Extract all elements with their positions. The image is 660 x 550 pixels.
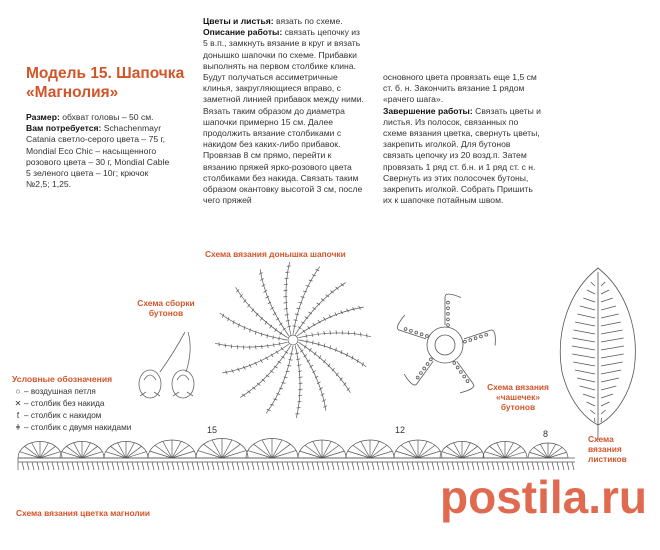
- bud-assembly-caption-line2: бутонов: [148, 308, 184, 318]
- flowers-text: вязать по схеме.: [273, 16, 343, 26]
- leaf-scheme-caption-line3: листиков: [588, 454, 627, 464]
- needed-text: Schachenmayr Catania светло-серого цвета – 75 г, Mondial Eco Chic – насыщенного розового цвета – 30 г, Mondial Cable 5 зеленого цвета – 10г; крючок №2,5; 1,25.: [26, 123, 170, 190]
- crown-scheme-caption: Схема вязания донышка шапочки: [205, 249, 346, 259]
- postila-watermark: postila.ru: [440, 471, 648, 523]
- work-text: связать цепочку из 5 в.п., замкнуть вязание в круг и вязать донышко шапочки по схеме. Прибавки выполнять на первом столбике клина. Будут получаться ассиметричные клинья, закругляющиеся вправо, с заметной линией прибавок между ними. Вязать таким образом до диаметра шапочки примерно 15 см. Далее продолжить вязание столбиками с накидом без каких-либо прибавок. Провязав 8 см прямо, перейти к вязанию пряжей ярко-розового цвета столбиками без накида. Связать таким образом окантовку высотой 3 см, после чего пряжей: [203, 27, 364, 206]
- legend-item: [12, 422, 131, 433]
- needed-label: Вам потребуется:: [26, 123, 102, 134]
- leaf-scheme-diagram: [560, 268, 635, 440]
- continuation-paragraph: основного цвета провязать еще 1,5 см ст. б. н. Закончить вязание 1 рядом «рачего шага».: [383, 72, 537, 105]
- row-number-label: 8: [543, 429, 549, 439]
- legend-item-text: – столбик с накидом: [24, 411, 102, 420]
- leaf-scheme-caption-line1: Схема: [588, 434, 614, 444]
- legend-item-text: – воздушная петля: [24, 387, 96, 396]
- size-text: обхват головы – 50 см.: [59, 112, 154, 122]
- row-number-label: 15: [207, 425, 218, 435]
- bud-assembly-caption-line1: Схема сборки: [137, 298, 195, 308]
- finish-label: Завершение работы:: [383, 105, 473, 116]
- legend-item-text: – столбик с двумя накидами: [24, 423, 132, 432]
- treble-crochet-symbol: ǂ: [15, 423, 21, 432]
- magnolia-strip-diagram: [18, 439, 575, 471]
- bud-cups-caption-line1: Схема вязания: [487, 382, 549, 392]
- bud-cups-caption: [478, 382, 558, 412]
- magnolia-scheme-caption: Схема вязания цветка магнолии: [16, 508, 150, 518]
- legend-item-text: – столбик без накида: [24, 399, 105, 408]
- bud-assembly-caption: [136, 298, 196, 318]
- bud-cups-caption-line2: «чашечек» бутонов: [496, 392, 540, 412]
- single-crochet-symbol: ✕: [14, 399, 22, 408]
- legend-item: [12, 398, 104, 409]
- legend-item: [12, 410, 101, 421]
- double-crochet-symbol: ƭ: [16, 411, 20, 420]
- size-label: Размер:: [26, 112, 60, 122]
- crown-scheme-diagram: [215, 262, 371, 418]
- finish-text: Связать цветы и листья. Из полосок, связанных по схеме вязания цветка, свернуть цветы, закрепить иголкой. Для бутонов связать цепочку из 20 возд.п. Затем провязать 1 ряд ст. б.н. и 1 ряд ст. с н. Свернуть из этих полосочек бутоны, закрепить иголкой. Собрать Пришить их к шапочке потайным швом.: [383, 105, 541, 206]
- bud-cups-diagram: [397, 294, 495, 393]
- flowers-label: Цветы и листья:: [203, 16, 274, 26]
- bud-assembly-diagram: [139, 332, 194, 398]
- model-title-line2: «Магнолия»: [26, 84, 119, 101]
- leaf-scheme-caption: [588, 434, 648, 464]
- chain-stitch-symbol: ○: [15, 387, 21, 396]
- legend-title: Условные обозначения: [12, 374, 113, 384]
- row-number-label: 12: [395, 425, 406, 435]
- leaf-scheme-caption-line2: вязания: [588, 444, 622, 454]
- legend-item: [12, 386, 96, 397]
- model-title-line1: Модель 15. Шапочка: [26, 65, 185, 82]
- work-label: Описание работы:: [203, 27, 283, 38]
